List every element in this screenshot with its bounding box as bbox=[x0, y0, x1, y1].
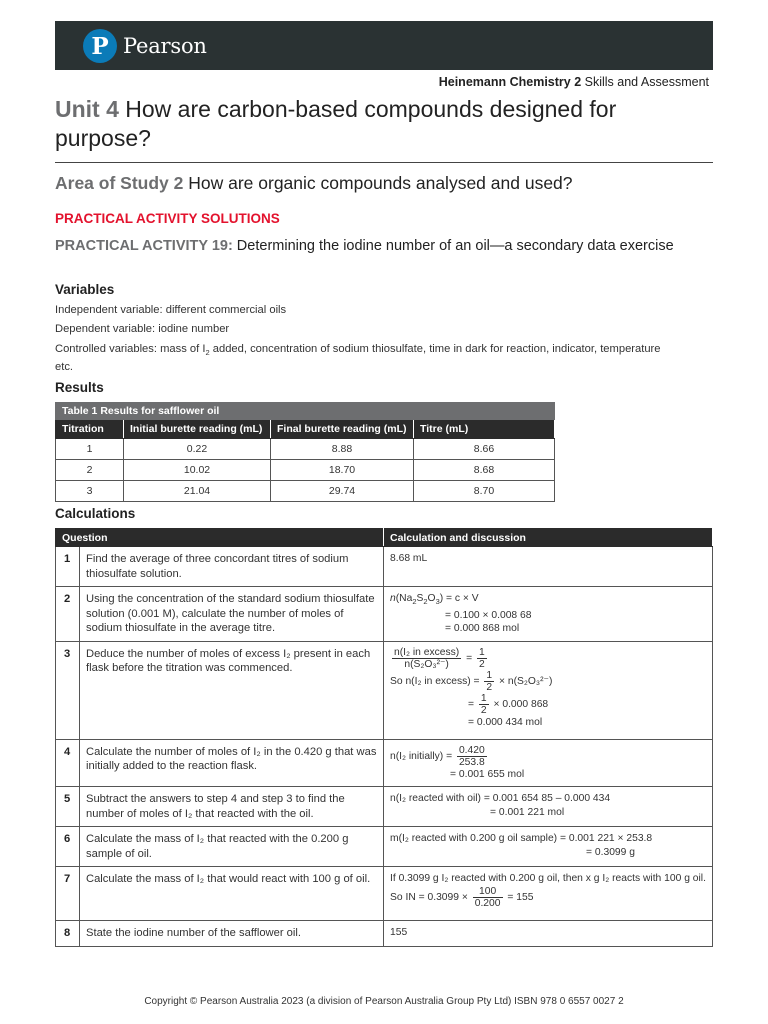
calculations-table bbox=[55, 528, 713, 947]
column-header: Calculation and discussion bbox=[384, 529, 713, 547]
table-row: 1 Find the average of three concordant titres of sodium thiosulfate solution. 8.68 mL bbox=[56, 547, 713, 587]
table-row: 5 Subtract the answers to step 4 and step 3 to find the number of moles of I₂ that reacted with the oil. n(I₂ reacted with oil) = 0.001 654 85 – 0.000 434 = 0.001 221 mol bbox=[56, 787, 713, 827]
activity-title: PRACTICAL ACTIVITY 19: Determining the iodine number of an oil—a secondary data exercise bbox=[55, 238, 674, 254]
calculations-heading: Calculations bbox=[55, 506, 136, 521]
independent-variable: Independent variable: different commercial oils bbox=[55, 304, 287, 316]
area-of-study-title: Area of Study 2 How are organic compounds analysed and used? bbox=[55, 173, 573, 193]
results-table-caption: Table 1 Results for safflower oil bbox=[56, 403, 555, 420]
title-divider bbox=[55, 162, 713, 163]
table-row: 1 0.22 8.88 8.66 bbox=[56, 439, 555, 460]
table-row: 4 Calculate the number of moles of I₂ in the 0.420 g that was initially added to the reaction flask. n(I₂ initially) = $\frac{0.420}{253.8}$ = 0.001 655 mol bbox=[56, 739, 713, 787]
pearson-logo bbox=[83, 29, 207, 63]
dependent-variable: Dependent variable: iodine number bbox=[55, 323, 230, 335]
header-banner bbox=[55, 21, 713, 70]
table-row: 7 Calculate the mass of I₂ that would react with 100 g of oil. If 0.3099 g I₂ reacted with 0.200 g oil, then x g I₂ reacts with 100 g oil. So IN = 0.3099 × $\frac{100}{0.200}$ = 155 bbox=[56, 867, 713, 921]
controlled-variables: Controlled variables: mass of $I_2$ added, concentration of sodium thiosulfate, time in dark for reaction, indicator, temperature etc. bbox=[55, 343, 661, 374]
table-row: 6 Calculate the mass of I₂ that reacted with the 0.200 g sample of oil. m(I₂ reacted with 0.200 g oil sample) = 0.001 221 × 253.8 = 0.3099 g bbox=[56, 827, 713, 867]
table-row: 2 Using the concentration of the standard sodium thiosulfate solution (0.001 M), calculate the number of moles of sodium thiosulfate in the average titre. $n(Na_2S_2O_3) = c \times V$ = 0.100 × 0.008 68 = 0.000 868 mol bbox=[56, 587, 713, 642]
column-header: Initial burette reading (mL) bbox=[124, 420, 271, 439]
copyright-footer: Copyright © Pearson Australia 2023 (a division of Pearson Australia Group Pty Ltd) ISBN 978 0 6557 0027 2 bbox=[144, 996, 624, 1007]
column-header: Final burette reading (mL) bbox=[271, 420, 414, 439]
pearson-wordmark: Pearson bbox=[123, 34, 207, 58]
table-row: 8 State the iodine number of the safflower oil. 155 bbox=[56, 921, 713, 947]
table-row: 3 Deduce the number of moles of excess I₂ present in each flask before the titration was commenced. $\frac{\text{n(I₂ in excess)}}{\text{n(S₂O₃²⁻)}}$ = $\frac{1}{2}$ So n(I₂ in excess) = $\frac{1}{2}$ × n(S₂O₃²⁻) = $\frac{1}{2}$ × 0.000 868 = 0.000 434 mol bbox=[56, 641, 713, 739]
pearson-logo-icon: P bbox=[83, 29, 117, 63]
results-table bbox=[55, 402, 555, 502]
table-row: 3 21.04 29.74 8.70 bbox=[56, 481, 555, 502]
variables-heading: Variables bbox=[55, 282, 115, 297]
section-label: PRACTICAL ACTIVITY SOLUTIONS bbox=[55, 211, 280, 226]
table-row: 2 10.02 18.70 8.68 bbox=[56, 460, 555, 481]
unit-title: Unit 4 How are carbon-based compounds designed for purpose? bbox=[55, 96, 617, 151]
column-header: Titration bbox=[56, 420, 124, 439]
series-title: Heinemann Chemistry 2 Skills and Assessment bbox=[438, 75, 709, 89]
column-header: Question bbox=[56, 529, 384, 547]
column-header: Titre (mL) bbox=[414, 420, 555, 439]
results-heading: Results bbox=[55, 380, 104, 395]
